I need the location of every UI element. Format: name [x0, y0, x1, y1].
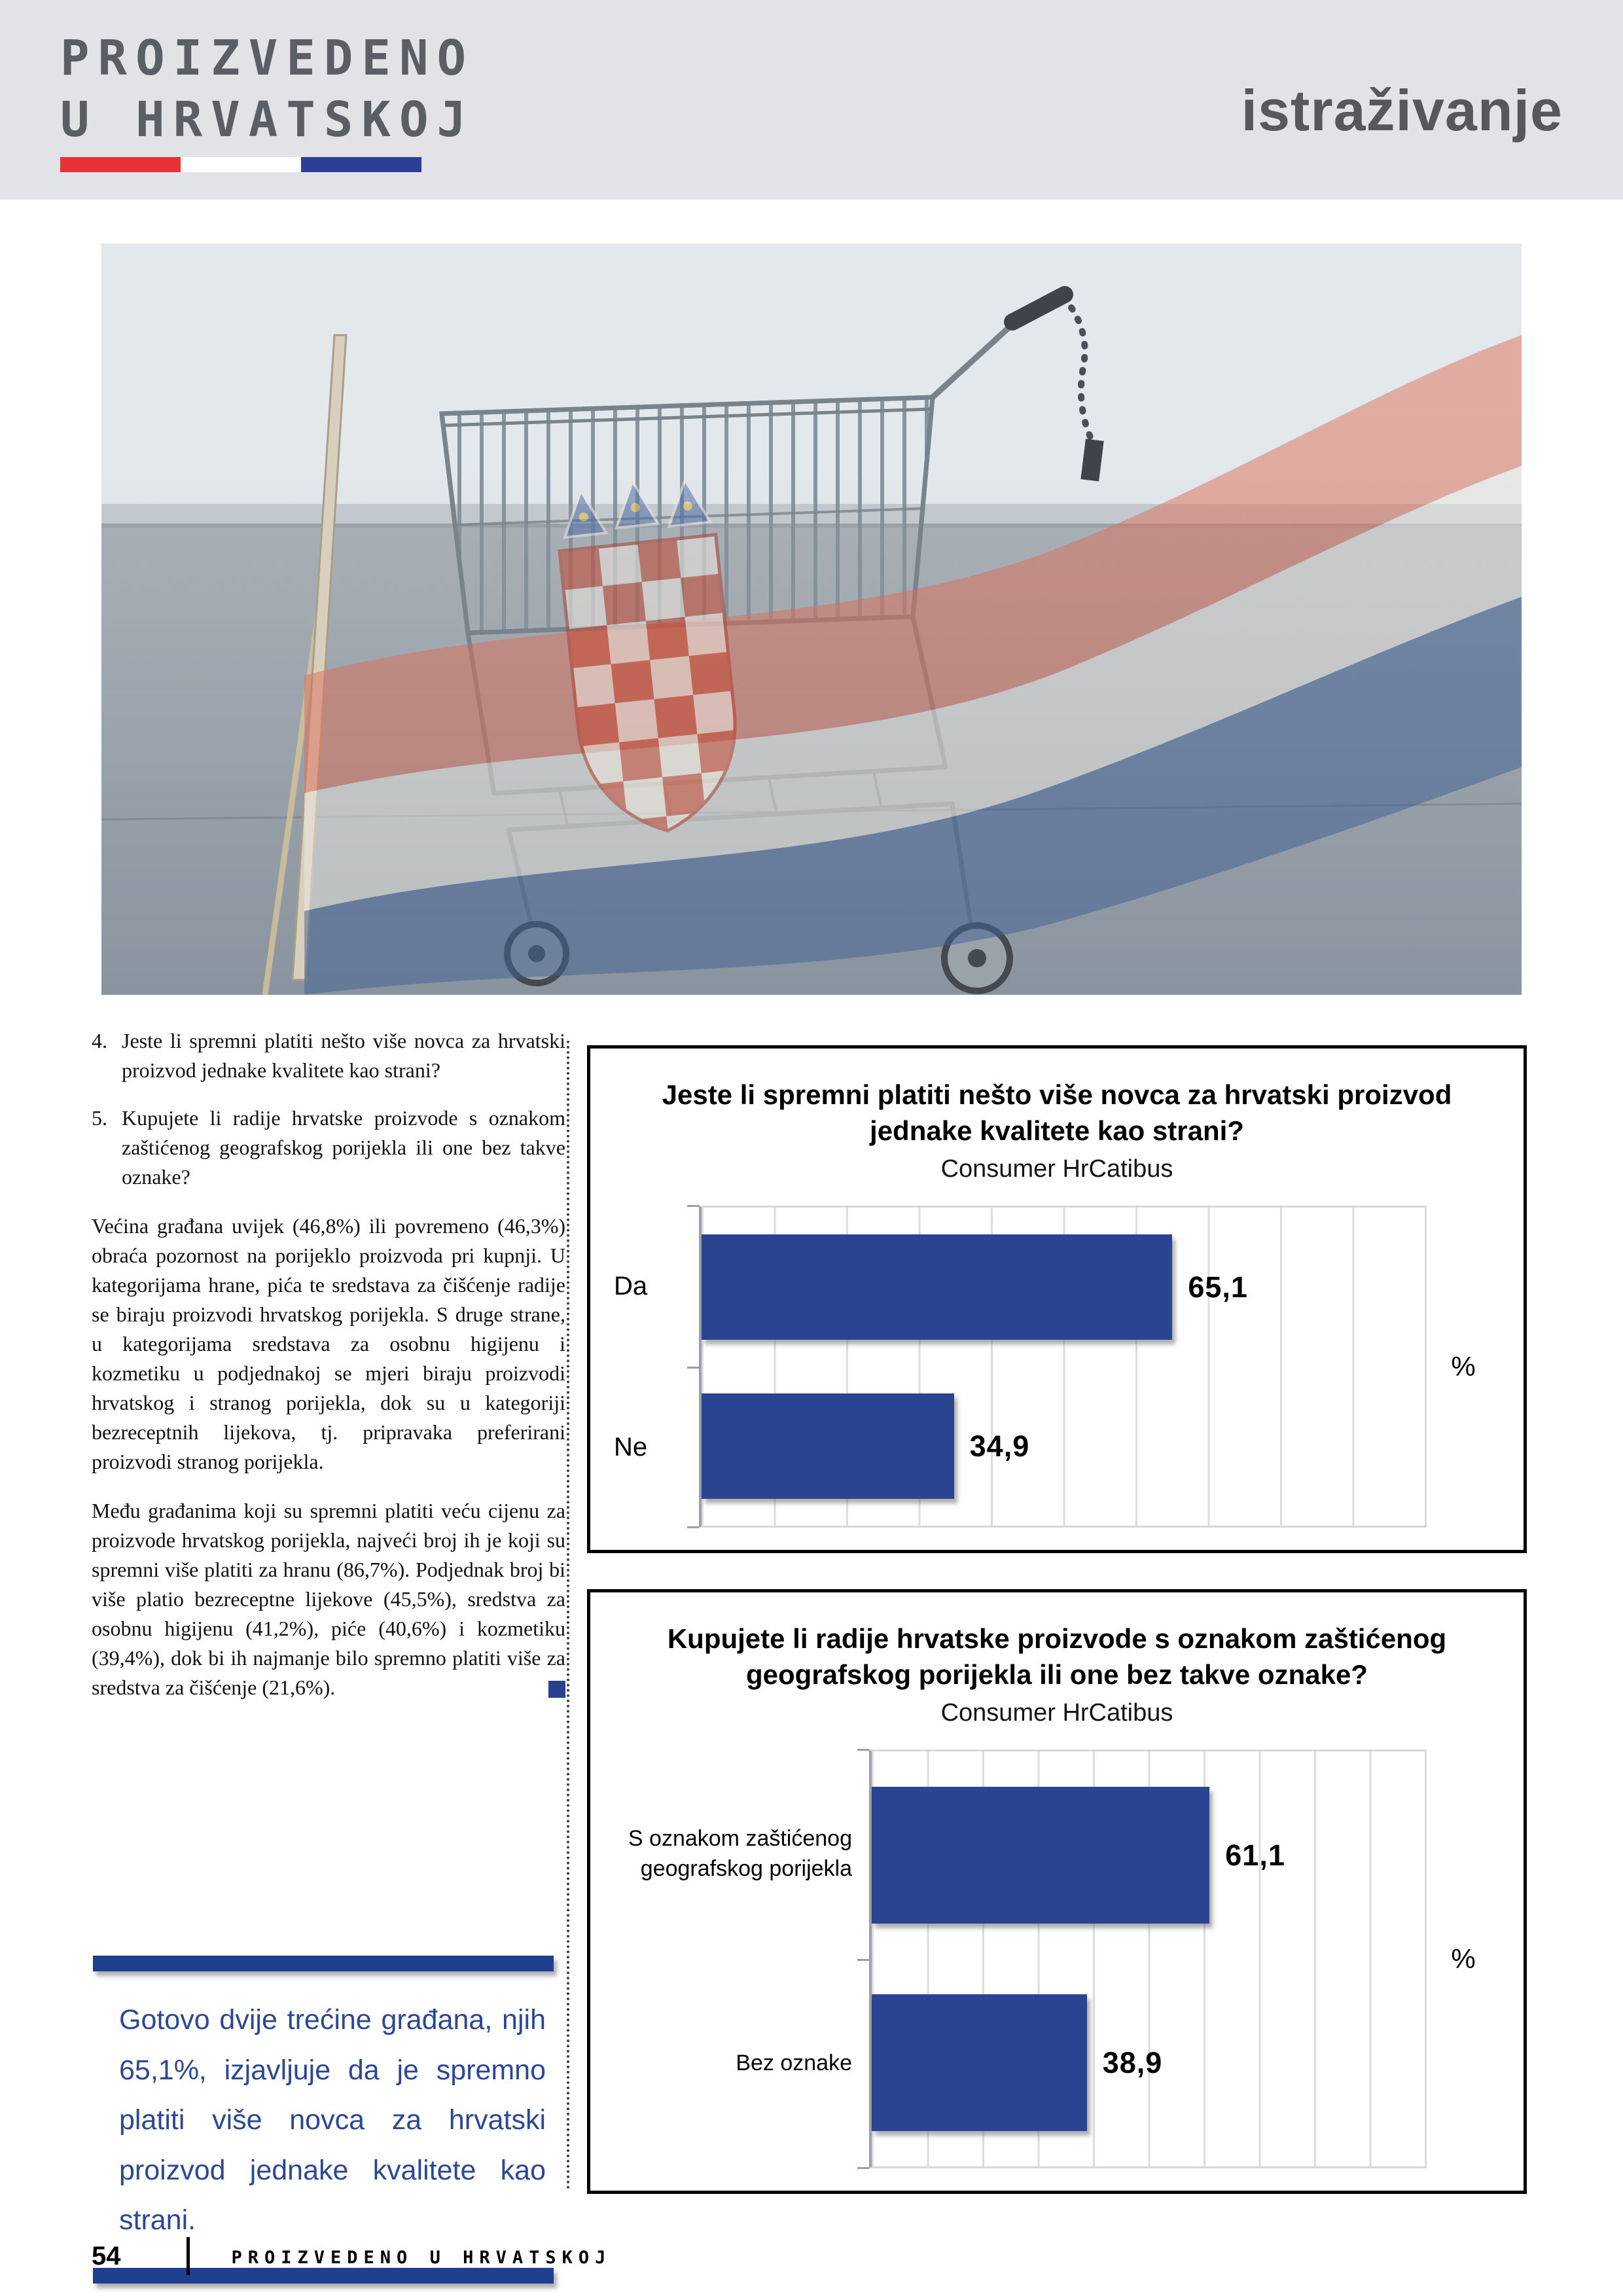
axis-tick	[687, 1367, 699, 1369]
callout-top-rule	[93, 1956, 554, 1971]
section-label: istraživanje	[1241, 78, 1563, 143]
question-text: Jeste li spremni platiti nešto više novca za hrvatski proizvod jednake kvalitete kao strani?	[122, 1029, 565, 1082]
question-item-4	[92, 1026, 565, 1085]
body-paragraph-2-text: Među građanima koji su spremni platiti veću cijenu za proizvode hrvatskog porijekla, najveći broj ih je koji su spremni više platiti za hranu (86,7%). Podjednak broj bi više platio bezreceptne lijekove (45,5%), sredstva za osobnu higijenu (41,2%), piće (40,6%) i kozmetiku (39,4%), dok bi ih najmanje bilo spremno platiti više za sredstva za čišćenje (21,6%).	[92, 1499, 565, 1699]
header-band	[0, 0, 1623, 200]
category-label: Ne	[614, 1432, 648, 1462]
chart-subtitle: Consumer HrCatibus	[940, 1699, 1173, 1727]
axis-unit-label: %	[1451, 1943, 1476, 1975]
tricolor-red	[60, 157, 181, 172]
axis-unit-label: %	[1451, 1351, 1476, 1382]
bar-row	[702, 1367, 1425, 1526]
question-number: 4.	[92, 1029, 107, 1052]
bar	[702, 1393, 954, 1498]
bar-row	[702, 1208, 1425, 1367]
axis-tick	[687, 1205, 699, 1207]
chart-title: Jeste li spremni platiti nešto više novca za hrvatski proizvod jednake kvalitete kao strani?	[662, 1079, 1452, 1146]
article-text-column	[92, 1026, 565, 1702]
bar-value-label: 38,9	[1102, 2045, 1163, 2079]
callout-text: Gotovo dvije trećine građana, njih 65,1%, izjavljuje da je spremno platiti više novca za hrvatski proizvod jednake kvalitete kao strani.	[119, 2004, 546, 2236]
chart-body	[614, 1206, 1500, 1528]
question-item-5	[92, 1103, 565, 1192]
bar-row	[872, 1751, 1425, 1959]
body-paragraph-2	[92, 1496, 565, 1702]
hero-photo-illustration	[101, 243, 1522, 995]
chart-title: Kupujete li radije hrvatske proizvode s oznakom zaštićenog geografskog porijekla ili one bez takve oznake?	[667, 1623, 1447, 1690]
hero-photo	[101, 243, 1522, 995]
croatian-tricolor-rule	[60, 157, 421, 172]
category-labels	[614, 1206, 699, 1528]
axis-tick	[687, 1526, 699, 1528]
axis-tick	[857, 1749, 869, 1751]
footer-divider	[187, 2237, 190, 2275]
category-label: Da	[614, 1271, 648, 1300]
chart-geo-label	[587, 1589, 1527, 2194]
category-label: S oznakom zaštićenog geografskog porijekla	[628, 1826, 852, 1882]
chart-body	[614, 1749, 1500, 2168]
bar	[872, 1994, 1087, 2131]
end-of-article-square-icon	[548, 1681, 565, 1698]
question-number: 5.	[92, 1106, 107, 1130]
bar-value-label: 61,1	[1225, 1838, 1285, 1872]
plot-area	[699, 1206, 1427, 1528]
bar-row	[872, 1959, 1425, 2166]
logo-line-2: U HRVATSKOJ	[60, 92, 475, 148]
axis-tick	[857, 1959, 869, 1961]
logo-line-1: PROIZVEDENO	[60, 30, 475, 86]
callout-box	[93, 1956, 554, 2284]
category-label: Bez oznake	[736, 2051, 852, 2076]
bar-value-label: 65,1	[1188, 1270, 1248, 1304]
tricolor-blue	[301, 157, 421, 172]
column-divider	[567, 1041, 569, 2190]
bar-value-label: 34,9	[969, 1429, 1030, 1463]
chart-subtitle: Consumer HrCatibus	[940, 1155, 1173, 1183]
category-labels	[614, 1749, 869, 2168]
plot-area	[869, 1749, 1427, 2168]
magazine-logo	[60, 27, 474, 172]
page-footer	[92, 2237, 611, 2275]
page-number: 54	[92, 2241, 121, 2270]
footer-magazine-title: PROIZVEDENO U HRVATSKOJ	[231, 2247, 612, 2268]
body-paragraph-1: Većina građana uvijek (46,8%) ili povremeno (46,3%) obraća pozornost na porijeklo proizvoda pri kupnji. U kategorijama hrane, pića te sredstava za čišćenje radije se biraju proizvodi hrvatskog porijekla. S druge strane, u kategorijama sredstava za osobnu higijenu i kozmetiku u podjednakoj se mjeri biraju proizvodi hrvatskog i stranog porijekla, dok su u kategoriji bezreceptnih lijekova, tj. pripravaka preferirani proizvodi stranog porijekla.	[92, 1214, 565, 1473]
question-text: Kupujete li radije hrvatske proizvode s oznakom zaštićenog geografskog porijekla ili one bez takve oznake?	[122, 1106, 565, 1189]
axis-tick	[857, 2167, 869, 2169]
tricolor-white	[181, 157, 301, 172]
chart-pay-more	[587, 1045, 1527, 1553]
bar	[702, 1234, 1172, 1339]
bar	[872, 1787, 1209, 1924]
